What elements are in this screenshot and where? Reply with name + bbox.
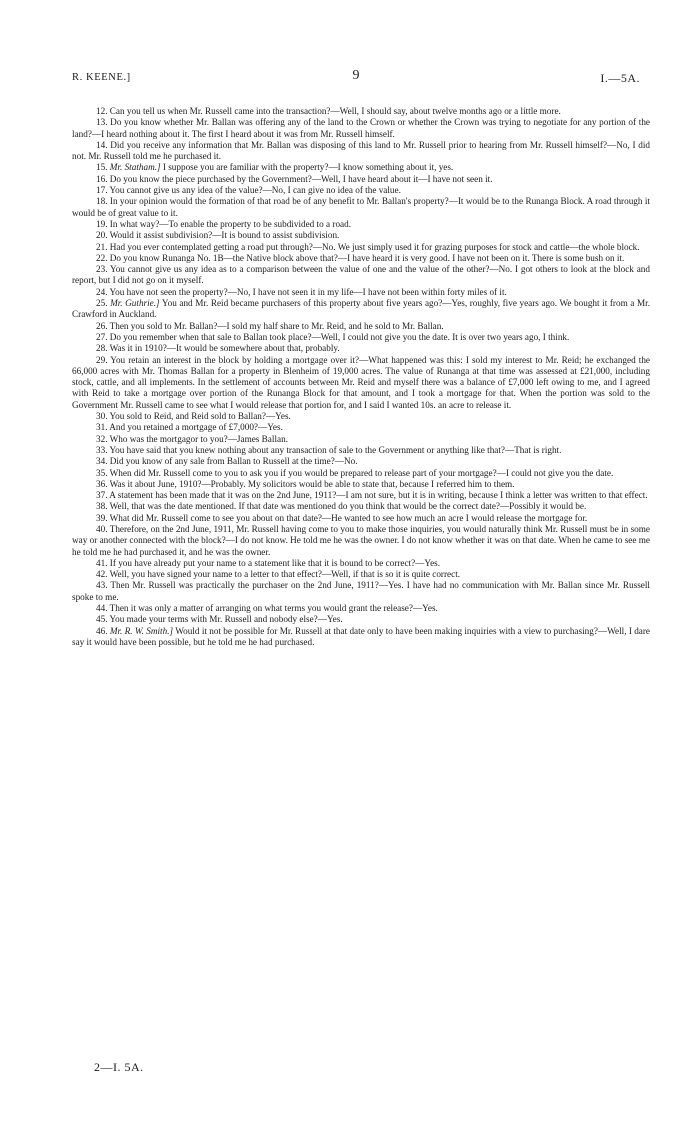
paragraph-text: 27. Do you remember when that sale to Ballan took place?—Well, I could not give you the date. It is over two years ago, I think.: [96, 331, 570, 342]
paragraph-text: 21. Had you ever contemplated getting a road put through?—No. We just simply used it for grazing purposes for stock and cattle—the whole block.: [96, 241, 640, 252]
paragraph-text: 12. Can you tell us when Mr. Russell came into the transaction?—Well, I should say, about twelve months ago or a little more.: [96, 106, 561, 116]
paragraph-text: 24. You have not seen the property?—No, I have not seen it in my life—I have not been within forty miles of it.: [96, 286, 507, 297]
question-answer-paragraph: [72, 580, 650, 603]
question-answer-paragraph: [72, 456, 650, 467]
paragraph-text: 43. Then Mr. Russell was practically the purchaser on the 2nd June, 1911?—Yes. I have had no communication with Mr. Ballan since Mr. Russell spoke to me.: [72, 580, 650, 602]
paragraph-text: I suppose you are familiar with the property?—I know something about it, yes.: [162, 162, 454, 173]
question-answer-paragraph: [72, 332, 650, 343]
question-answer-paragraph: [72, 501, 650, 512]
question-number: 25.: [96, 298, 108, 309]
question-answer-paragraph: [72, 106, 650, 117]
paragraph-text: 33. You have said that you knew nothing about any transaction of sale to the Government or anything like that?—That is right.: [96, 444, 562, 455]
question-answer-paragraph: [72, 140, 650, 163]
paragraph-text: 16. Do you know the piece purchased by the Government?—Well, I have heard about it—I have not seen it.: [96, 173, 493, 184]
paragraph-text: 28. Was it in 1910?—It would be somewhere about that, probably.: [96, 343, 340, 354]
paragraph-text: 30. You sold to Reid, and Reid sold to Ballan?—Yes.: [96, 411, 291, 422]
question-answer-paragraph: [72, 569, 650, 580]
question-answer-paragraph: [72, 422, 650, 433]
speaker-name: Mr. Guthrie.]: [110, 298, 160, 309]
question-answer-paragraph: [72, 524, 650, 558]
question-answer-paragraph: [72, 558, 650, 569]
question-answer-paragraph: [72, 230, 650, 241]
question-answer-paragraph: [72, 468, 650, 479]
question-answer-paragraph: [72, 445, 650, 456]
question-answer-paragraph: [72, 253, 650, 264]
paragraph-text: 18. In your opinion would the formation of that road be of any benefit to Mr. Ballan's property?—It would be to the Runanga Block. A road through it would be of great value to it.: [72, 196, 650, 218]
question-number: 15.: [96, 162, 108, 173]
speaker-name: Mr. Statham.]: [109, 162, 161, 173]
question-answer-paragraph: [72, 287, 650, 298]
paragraph-text: 37. A statement has been made that it was on the 2nd June, 1911?—I am not sure, but it is in writing, because I think a letter was written to that effect.: [96, 490, 648, 501]
question-answer-paragraph: [72, 614, 650, 625]
question-answer-paragraph: [72, 321, 650, 332]
page-header: [72, 68, 640, 92]
page-number: 9: [352, 68, 360, 83]
paragraph-text: 38. Well, that was the date mentioned. If that date was mentioned do you think that would be the correct date?—Possibly it would be.: [96, 501, 587, 512]
header-witness-name: R. KEENE.]: [72, 72, 131, 83]
question-number: 46.: [96, 625, 108, 636]
paragraph-text: 35. When did Mr. Russell come to you to ask you if you would be prepared to release part of your mortgage?—I could not give you the date.: [96, 467, 614, 478]
paragraph-text: 17. You cannot give us any idea of the value?—No, I can give no idea of the value.: [96, 185, 401, 196]
paragraph-text: 26. Then you sold to Mr. Ballan?—I sold my half share to Mr. Reid, and he sold to Mr. Ballan.: [96, 320, 444, 331]
question-answer-paragraph: [72, 343, 650, 354]
question-answer-paragraph: [72, 603, 650, 614]
question-answer-paragraph: [72, 196, 650, 219]
paragraph-text: 13. Do you know whether Mr. Ballan was offering any of the land to the Crown or whether the Crown was trying to negotiate for any portion of the land?—I heard nothing about it. The first I heard about it was from Mr. Russell himself.: [72, 117, 650, 139]
paragraph-text: 20. Would it assist subdivision?—It is bound to assist subdivision.: [96, 230, 340, 241]
paragraph-text: 44. Then it was only a matter of arranging on what terms you would grant the release?—Yes.: [96, 603, 438, 614]
document-reference: I.—5A.: [600, 71, 640, 85]
paragraph-text: 34. Did you know of any sale from Ballan to Russell at the time?—No.: [96, 456, 358, 467]
question-answer-paragraph: [72, 434, 650, 445]
paragraph-text: 14. Did you receive any information that Mr. Ballan was disposing of this land to Mr. Russell prior to hearing from Mr. Russell himself?—No, I did not. Mr. Russell told me he purchased it.: [72, 139, 650, 162]
paragraph-text: You and Mr. Reid became purchasers of this property about five years ago?—Yes, roughly, five years ago. We bought it from a Mr. Crawford in Auckland.: [72, 298, 650, 320]
question-answer-paragraph: [72, 185, 650, 196]
signature-mark: 2—I. 5A.: [94, 1060, 144, 1074]
question-answer-paragraph: [72, 298, 650, 321]
paragraph-text: 36. Was it about June, 1910?—Probably. My solicitors would be able to state that, because I referred him to them.: [96, 478, 515, 489]
paragraph-text: 45. You made your terms with Mr. Russell and nobody else?—Yes.: [96, 614, 343, 625]
question-answer-paragraph: [72, 264, 650, 287]
paragraph-text: 31. And you retained a mortgage of £7,000?—Yes.: [96, 422, 283, 433]
paragraph-text: 29. You retain an interest in the block by holding a mortgage over it?—What happened was this: I sold my interest to Mr. Reid; he exchanged the 66,000 acres with Mr. Thomas Ballan for a property in Blenheim of 19,000 acres. The value of Runanga at that time was assessed at £21,000, including stock, cattle, and all implements. In the settlement of accounts between Mr. Reid and myself there was a balance of £7,000 left owing to me, and I agreed with Reid to take a mortgage over portion of the Runanga Block for that amount, and I took a mortgage for that. When the portion was sold to the Government Mr. Russell came to see what I would release that portion for, and I said I wanted 10s. an acre to release it.: [72, 354, 650, 410]
question-answer-paragraph: [72, 117, 650, 140]
paragraph-text: 39. What did Mr. Russell come to see you about on that date?—He wanted to see how much an acre I would release the mortgage for.: [96, 512, 588, 523]
paragraph-text: 41. If you have already put your name to a statement like that it is bound to be correct?—Yes.: [96, 557, 441, 568]
paragraph-text: 22. Do you know Runanga No. 1B—the Native block above that?—I have heard it is very good. I have not been on it. There is some bush on it.: [96, 252, 625, 263]
paragraph-text: Would it not be possible for Mr. Russell at that date only to have been making inquiries with a view to purchasing?—Well, I dare say it would have been possible, but he told me he had purchased.: [72, 625, 650, 647]
question-answer-paragraph: [72, 411, 650, 422]
question-answer-paragraph: [72, 162, 650, 173]
question-answer-paragraph: [72, 242, 650, 253]
question-answer-paragraph: [72, 626, 650, 649]
question-answer-paragraph: [72, 513, 650, 524]
paragraph-text: 42. Well, you have signed your name to a letter to that effect?—Well, if that is so it is quite correct.: [96, 569, 461, 580]
question-answer-paragraph: [72, 479, 650, 490]
paragraph-text: 23. You cannot give us any idea as to a comparison between the value of one and the value of the other?—No. I got others to look at the block and report, but I did not go on it myself.: [72, 264, 650, 286]
evidence-body: [72, 106, 650, 648]
question-answer-paragraph: [72, 219, 650, 230]
paragraph-text: 32. Who was the mortgagor to you?—James Ballan.: [96, 433, 288, 444]
paragraph-text: 40. Therefore, on the 2nd June, 1911, Mr. Russell having come to you to make those inquiries, you would naturally think Mr. Russell must be in some way or another connected with the block?—I do not know. He told me he was the owner. I do not know whether it was on that date. When he came to see me he told me he had purchased it, and he was the owner.: [72, 523, 650, 557]
question-answer-paragraph: [72, 174, 650, 185]
question-answer-paragraph: [72, 355, 650, 411]
paragraph-text: 19. In what way?—To enable the property to be subdivided to a road.: [96, 218, 352, 229]
question-answer-paragraph: [72, 490, 650, 501]
speaker-name: Mr. R. W. Smith.]: [109, 625, 174, 636]
